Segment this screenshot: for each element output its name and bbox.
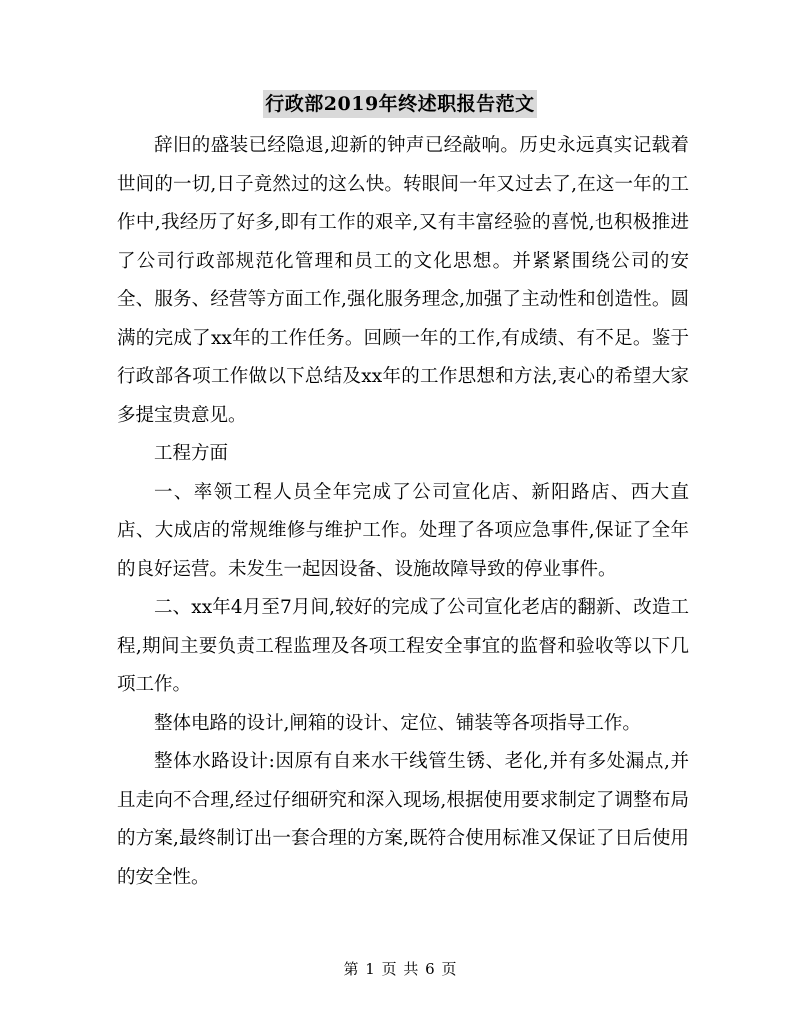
title-container (0, 90, 800, 118)
page-footer: 第 1 页 共 6 页 (343, 960, 457, 978)
paragraph-water: 整体水路设计:因原有自来水干线管生锈、老化,并有多处漏点,并且走向不合理,经过仔细研究和深入现场,根据使用要求制定了调整布局的方案,最终制订出一套合理的方案,既符合使用标准又保证了日后使用的安全性。 (117, 751, 689, 888)
paragraph-intro: 辞旧的盛装已经隐退,迎新的钟声已经敲响。历史永远真实记载着世间的一切,日子竟然过的这么快。转眼间一年又过去了,在这一年的工作中,我经历了好多,即有工作的艰辛,又有丰富经验的喜悦,也积极推进了公司行政部规范化管理和员工的文化思想。并紧紧围绕公司的安全、服务、经营等方面工作,强化服务理念,加强了主动性和创造性。圆满的完成了xx年的工作任务。回顾一年的工作,有成绩、有不足。鉴于行政部各项工作做以下总结及xx年的工作思想和方法,衷心的希望大家多提宝贵意见。 (117, 135, 689, 426)
paragraph-electrical: 整体电路的设计,闸箱的设计、定位、铺装等各项指导工作。 (154, 712, 641, 734)
document-body (117, 127, 689, 897)
section-heading-engineering: 工程方面 (154, 443, 229, 464)
paragraph-item-2: 二、xx年4月至7月间,较好的完成了公司宣化老店的翻新、改造工程,期间主要负责工程监理及各项工程安全事宜的监督和验收等以下几项工作。 (117, 597, 689, 695)
document-title: 行政部2019年终述职报告范文 (263, 90, 536, 118)
paragraph-item-1: 一、率领工程人员全年完成了公司宣化店、新阳路店、西大直店、大成店的常规维修与维护工作。处理了各项应急事件,保证了全年的良好运营。未发生一起因设备、设施故障导致的停业事件。 (117, 481, 689, 580)
